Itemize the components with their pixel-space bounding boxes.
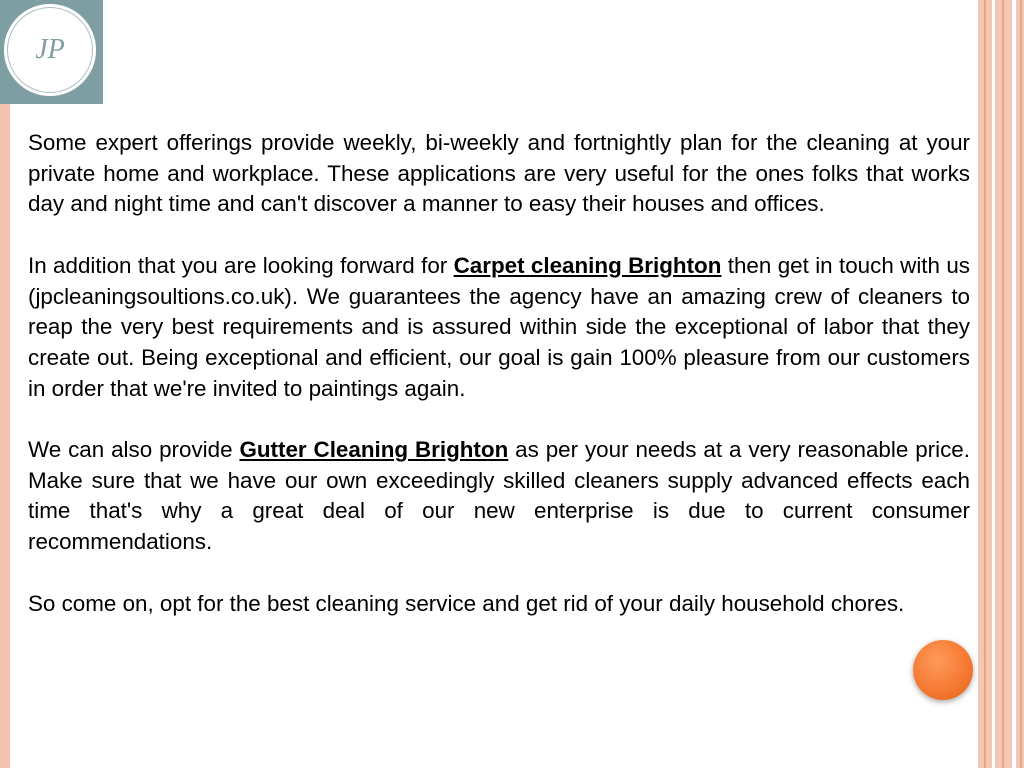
paragraph-intro: Some expert offerings provide weekly, bi-weekly and fortnightly plan for the cleaning at your private home and workplace. These applications are very useful for the ones folks that works day and night time and can't discover a manner to easy their houses and offices.	[28, 130, 970, 217]
paragraph-closing: So come on, opt for the best cleaning service and get rid of your daily household chores.	[28, 590, 905, 616]
slide-body	[28, 128, 970, 650]
right-decorative-stripes	[978, 0, 1024, 768]
logo-circle	[4, 4, 96, 96]
carpet-cleaning-link[interactable]: Carpet cleaning Brighton	[453, 252, 722, 278]
paragraph-gutter-cleaning: We can also provide Gutter Cleaning Brighton as per your needs at a very reasonable price. Make sure that we have our own exceedingly skilled cleaners supply advanced effects each time that's why a great deal of our new enterprise is due to current consumer recommendations.	[28, 437, 970, 555]
paragraph-carpet-cleaning: In addition that you are looking forward for Carpet cleaning Brighton then get in touch with us (jpcleaningsoultions.co.uk). We guarantees the agency have an amazing crew of cleaners to reap the very best requirements and is assured within side the exceptional of labor that they create out. Being exceptional and efficient, our goal is gain 100% pleasure from our customers in order that we're invited to paintings again.	[28, 252, 970, 401]
logo	[0, 0, 103, 104]
left-accent-bar	[0, 104, 10, 768]
orange-circle-decoration	[913, 640, 973, 700]
gutter-cleaning-link[interactable]: Gutter Cleaning Brighton	[239, 437, 509, 462]
logo-text: JP	[35, 34, 65, 65]
